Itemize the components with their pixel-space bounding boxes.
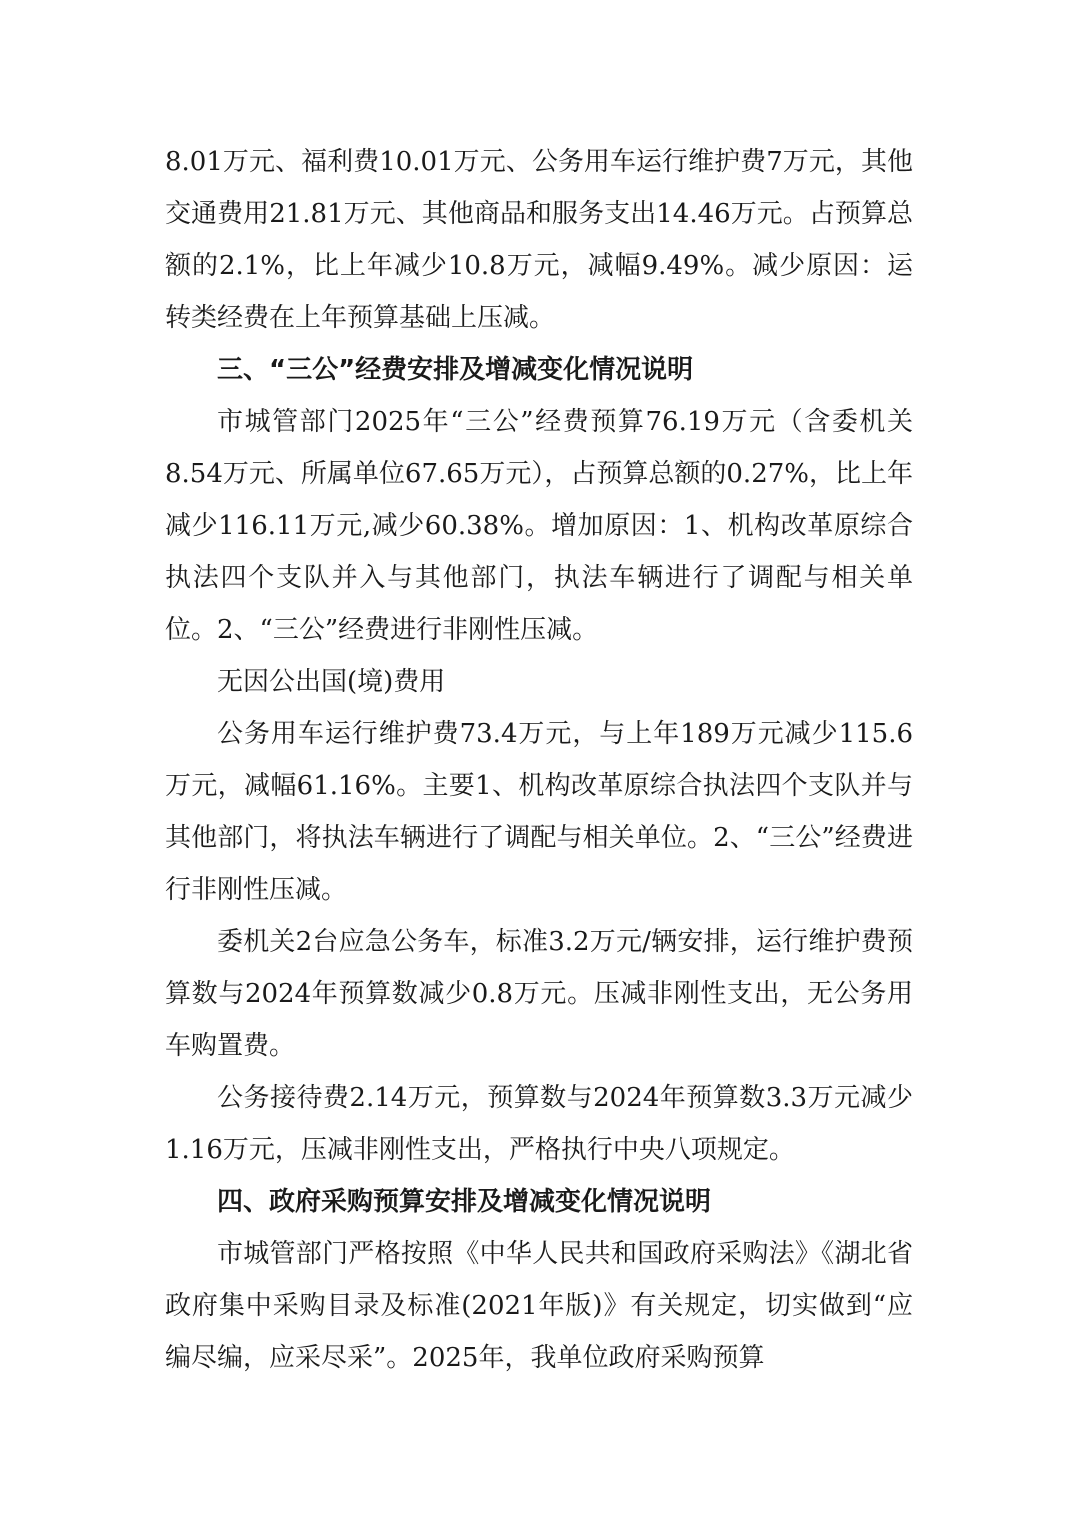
document-body [165, 136, 913, 1384]
paragraph-emergency-vehicles: 委机关2台应急公务车，标准3.2万元/辆安排，运行维护费预算数与2024年预算数减少0.8万元。压减非刚性支出，无公务用车购置费。 [165, 927, 913, 1061]
section-heading-government-procurement: 四、政府采购预算安排及增减变化情况说明 [217, 1187, 712, 1217]
section-heading-three-public-expenses: 三、“三公”经费安排及增减变化情况说明 [217, 355, 694, 385]
paragraph-overseas-travel: 无因公出国(境)费用 [217, 667, 446, 697]
paragraph-vehicle-maintenance: 公务用车运行维护费73.4万元，与上年189万元减少115.6万元，减幅61.16%。主要1、机构改革原综合执法四个支队并与其他部门，将执法车辆进行了调配与相关单位。2、“三公”经费进行非刚性压减。 [165, 719, 913, 905]
paragraph-reception-expenses: 公务接待费2.14万元，预算数与2024年预算数3.3万元减少1.16万元，压减非刚性支出，严格执行中央八项规定。 [165, 1083, 913, 1165]
paragraph-three-public-budget: 市城管部门2025年“三公”经费预算76.19万元（含委机关8.54万元、所属单位67.65万元），占预算总额的0.27%，比上年减少116.11万元,减少60.38%。增加原因：1、机构改革原综合执法四个支队并入与其他部门，执法车辆进行了调配与相关单位。2、“三公”经费进行非刚性压减。 [165, 407, 913, 645]
paragraph-procurement-budget: 市城管部门严格按照《中华人民共和国政府采购法》《湖北省政府集中采购目录及标准(2021年版)》有关规定，切实做到“应编尽编，应采尽采”。2025年，我单位政府采购预算 [165, 1239, 913, 1373]
paragraph-operating-expenses: 8.01万元、福利费10.01万元、公务用车运行维护费7万元，其他交通费用21.81万元、其他商品和服务支出14.46万元。占预算总额的2.1%，比上年减少10.8万元，减幅9.49%。减少原因：运转类经费在上年预算基础上压减。 [165, 147, 913, 333]
